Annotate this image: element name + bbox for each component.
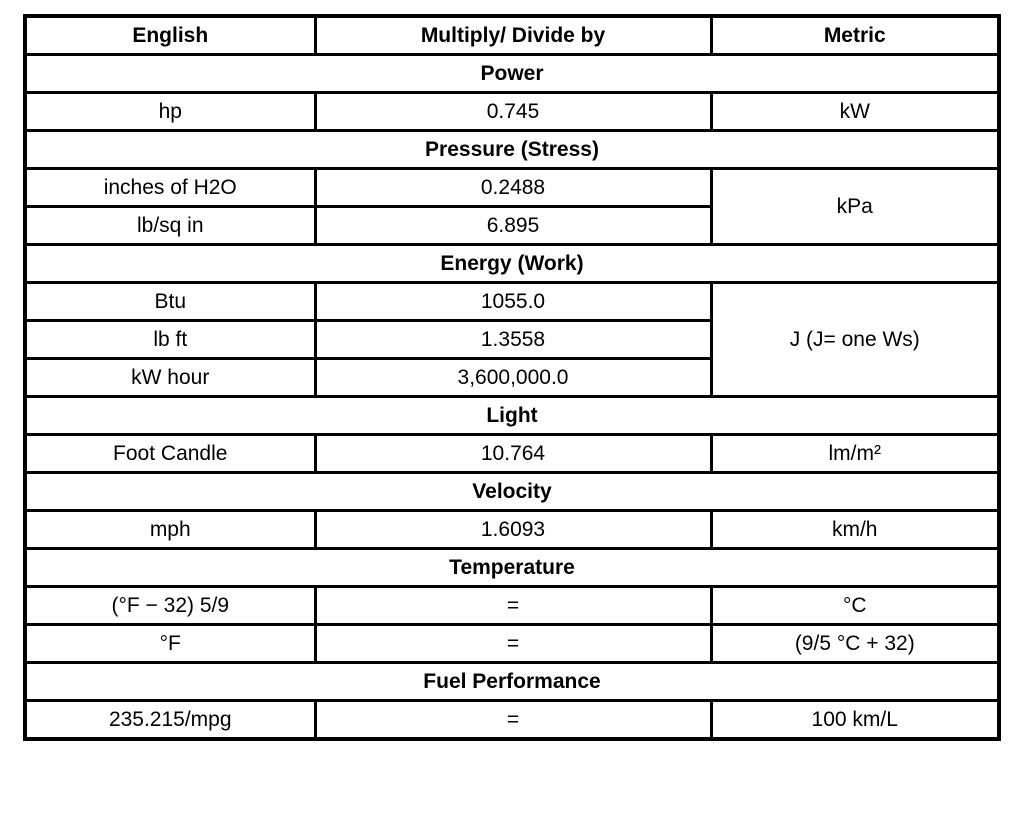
english-cell: (°F − 32) 5/9 bbox=[25, 587, 315, 625]
section-row-power bbox=[25, 55, 999, 93]
header-factor: Multiply/ Divide by bbox=[315, 16, 711, 55]
section-title-pressure: Pressure (Stress) bbox=[25, 131, 999, 169]
metric-cell: km/h bbox=[711, 511, 999, 549]
table-row bbox=[25, 93, 999, 131]
factor-cell: 0.2488 bbox=[315, 169, 711, 207]
section-row-fuel bbox=[25, 663, 999, 701]
table-row bbox=[25, 511, 999, 549]
section-title-fuel: Fuel Performance bbox=[25, 663, 999, 701]
table-row bbox=[25, 435, 999, 473]
table-row bbox=[25, 625, 999, 663]
factor-cell: = bbox=[315, 587, 711, 625]
section-row-velocity bbox=[25, 473, 999, 511]
header-row bbox=[25, 16, 999, 55]
english-cell: mph bbox=[25, 511, 315, 549]
section-title-light: Light bbox=[25, 397, 999, 435]
section-title-temperature: Temperature bbox=[25, 549, 999, 587]
table-row bbox=[25, 587, 999, 625]
english-cell: inches of H2O bbox=[25, 169, 315, 207]
factor-cell: 6.895 bbox=[315, 207, 711, 245]
section-row-temperature bbox=[25, 549, 999, 587]
english-cell: lb ft bbox=[25, 321, 315, 359]
header-metric: Metric bbox=[711, 16, 999, 55]
metric-cell: J (J= one Ws) bbox=[711, 283, 999, 397]
metric-cell: (9/5 °C + 32) bbox=[711, 625, 999, 663]
conversion-table bbox=[23, 14, 1001, 741]
section-row-energy bbox=[25, 245, 999, 283]
english-cell: hp bbox=[25, 93, 315, 131]
factor-cell: 3,600,000.0 bbox=[315, 359, 711, 397]
metric-cell: lm/m² bbox=[711, 435, 999, 473]
factor-cell: = bbox=[315, 701, 711, 740]
english-cell: Btu bbox=[25, 283, 315, 321]
factor-cell: 1.6093 bbox=[315, 511, 711, 549]
section-title-velocity: Velocity bbox=[25, 473, 999, 511]
header-english: English bbox=[25, 16, 315, 55]
metric-cell: kW bbox=[711, 93, 999, 131]
english-cell: kW hour bbox=[25, 359, 315, 397]
factor-cell: 1.3558 bbox=[315, 321, 711, 359]
metric-cell: °C bbox=[711, 587, 999, 625]
factor-cell: 0.745 bbox=[315, 93, 711, 131]
section-row-light bbox=[25, 397, 999, 435]
section-row-pressure bbox=[25, 131, 999, 169]
factor-cell: = bbox=[315, 625, 711, 663]
english-cell: °F bbox=[25, 625, 315, 663]
table-row bbox=[25, 169, 999, 207]
metric-cell: 100 km/L bbox=[711, 701, 999, 740]
table-row bbox=[25, 701, 999, 740]
factor-cell: 10.764 bbox=[315, 435, 711, 473]
english-cell: 235.215/mpg bbox=[25, 701, 315, 740]
english-cell: Foot Candle bbox=[25, 435, 315, 473]
section-title-power: Power bbox=[25, 55, 999, 93]
factor-cell: 1055.0 bbox=[315, 283, 711, 321]
metric-cell: kPa bbox=[711, 169, 999, 245]
table-row bbox=[25, 283, 999, 321]
section-title-energy: Energy (Work) bbox=[25, 245, 999, 283]
english-cell: lb/sq in bbox=[25, 207, 315, 245]
